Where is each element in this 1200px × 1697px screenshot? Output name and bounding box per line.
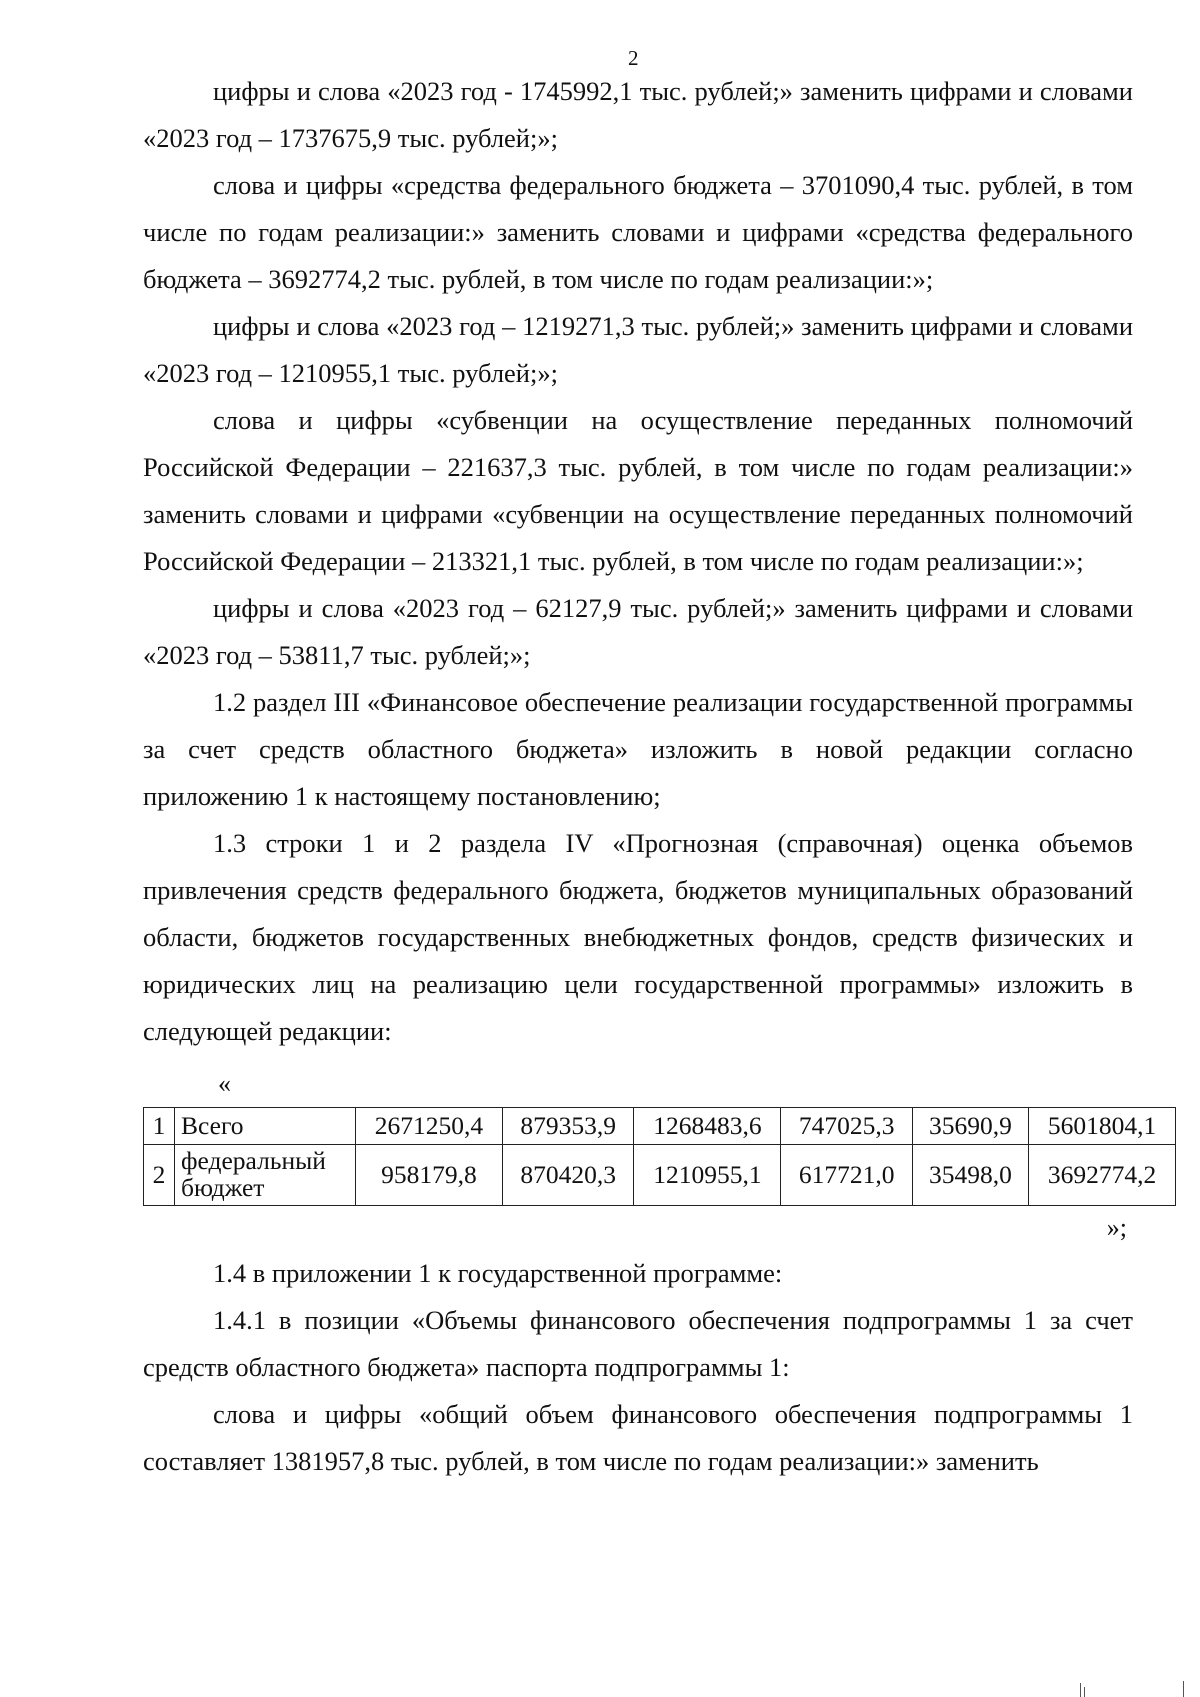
paragraph: цифры и слова «2023 год – 62127,9 тыс. рублей;» заменить цифрами и словами «2023 год – 53811,7 тыс. рублей;»;	[143, 593, 1133, 670]
table-cell: 870420,3	[502, 1145, 634, 1206]
table-cell: 1268483,6	[634, 1108, 781, 1145]
document-body	[143, 68, 1157, 1485]
table-cell: 2671250,4	[356, 1108, 503, 1145]
row-label: Всего	[175, 1108, 356, 1145]
paragraph: цифры и слова «2023 год – 1219271,3 тыс. рублей;» заменить цифрами и словами «2023 год – 1210955,1 тыс. рублей;»;	[143, 311, 1133, 388]
table-row	[144, 1108, 1176, 1145]
paragraph: слова и цифры «средства федерального бюджета – 3701090,4 тыс. рублей, в том числе по годам реализации:» заменить словами и цифрами «средства федерального бюджета – 3692774,2 тыс. рублей, в том числе по годам реализации:»;	[143, 170, 1133, 294]
opening-quote-mark: «	[218, 1069, 231, 1098]
table-cell: 1210955,1	[634, 1145, 781, 1206]
row-number: 1	[144, 1108, 175, 1145]
scan-mark	[1080, 1683, 1081, 1697]
table-cell: 958179,8	[356, 1145, 503, 1206]
page-number: 2	[628, 46, 639, 70]
table-cell: 35690,9	[912, 1108, 1028, 1145]
paragraph: 1.2 раздел III «Финансовое обеспечение реализации государственной программы за счет средств областного бюджета» изложить в новой редакции согласно приложению 1 к настоящему постановлению;	[143, 687, 1133, 811]
scan-mark	[1084, 1687, 1085, 1697]
paragraph: слова и цифры «общий объем финансового обеспечения подпрограммы 1 составляет 1381957,8 тыс. рублей, в том числе по годам реализации:» заменить	[143, 1399, 1133, 1476]
paragraph: 1.4.1 в позиции «Объемы финансового обеспечения подпрограммы 1 за счет средств областного бюджета» паспорта подпрограммы 1:	[143, 1305, 1133, 1382]
table-row	[144, 1145, 1176, 1206]
paragraph: 1.4 в приложении 1 к государственной программе:	[213, 1258, 783, 1288]
paragraph: слова и цифры «субвенции на осуществление переданных полномочий Российской Федерации – 221637,3 тыс. рублей, в том числе по годам реализации:» заменить словами и цифрами «субвенции на осуществление переданных полномочий Российской Федерации – 213321,1 тыс. рублей, в том числе по годам реализации:»;	[143, 405, 1133, 576]
row-label: федеральный бюджет	[175, 1145, 356, 1206]
funding-table	[143, 1107, 1176, 1206]
paragraph: цифры и слова «2023 год - 1745992,1 тыс. рублей;» заменить цифрами и словами «2023 год – 1737675,9 тыс. рублей;»;	[143, 76, 1133, 153]
closing-quote-mark: »;	[1106, 1213, 1127, 1242]
table-cell: 3692774,2	[1029, 1145, 1176, 1206]
scan-mark	[1183, 1681, 1184, 1697]
paragraph: 1.3 строки 1 и 2 раздела IV «Прогнозная (справочная) оценка объемов привлечения средств федерального бюджета, бюджетов муниципальных образований области, бюджетов государственных внебюджетных фондов, средств физических и юридических лиц на реализацию цели государственной программы» изложить в следующей редакции:	[143, 828, 1133, 1046]
row-number: 2	[144, 1145, 175, 1206]
table-cell: 747025,3	[781, 1108, 913, 1145]
table-cell: 617721,0	[781, 1145, 913, 1206]
table-cell: 5601804,1	[1029, 1108, 1176, 1145]
table-cell: 879353,9	[502, 1108, 634, 1145]
table-cell: 35498,0	[912, 1145, 1028, 1206]
